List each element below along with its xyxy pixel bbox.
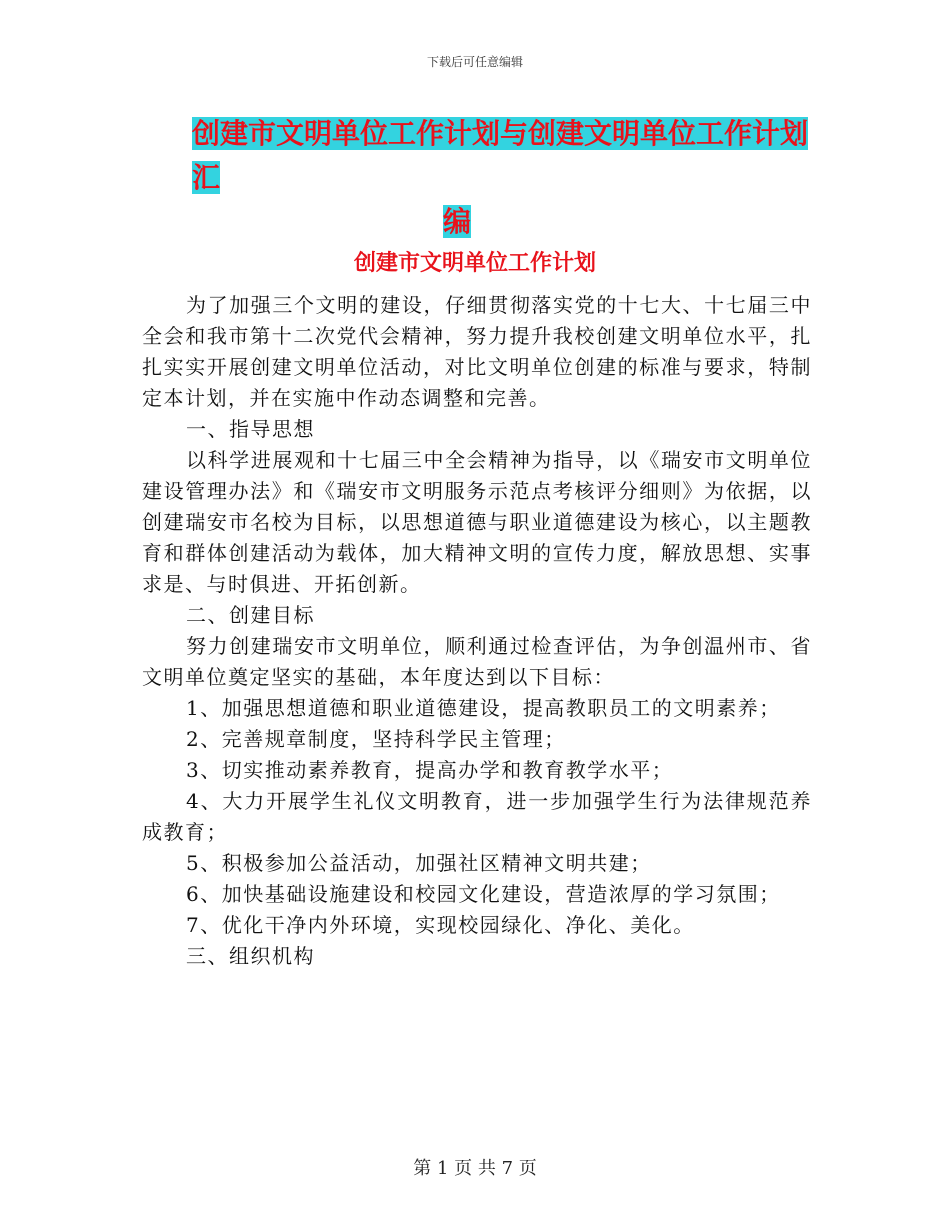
section-title: 创建市文明单位工作计划 bbox=[353, 251, 596, 276]
heading-organization: 三、组织机构 bbox=[186, 944, 315, 968]
goal-item-1: 1、加强思想道德和职业道德建设，提高教职员工的文明素养； bbox=[186, 696, 781, 720]
document-title bbox=[192, 112, 812, 244]
paragraph-intro: 为了加强三个文明的建设，仔细贯彻落实党的十七大、十七届三中全会和我市第十二次党代会精神，努力提升我校创建文明单位水平，扎扎实实开展创建文明单位活动，对比文明单位创建的标准与要求，特制定本计划，并在实施中作动态调整和完善。 bbox=[142, 293, 812, 410]
goal-item-3: 3、切实推动素养教育，提高办学和教育教学水平； bbox=[186, 758, 674, 782]
goal-item-6: 6、加快基础设施建设和校园文化建设，营造浓厚的学习氛围； bbox=[186, 882, 781, 906]
page-number: 第 1 页 共 7 页 bbox=[413, 1158, 537, 1179]
page-header-note: 下载后可任意编辑 bbox=[426, 55, 523, 69]
paragraph-goals-intro: 努力创建瑞安市文明单位，顺利通过检查评估，为争创温州市、省文明单位奠定坚实的基础，本年度达到以下目标： bbox=[142, 634, 812, 689]
paragraph-guiding-thought: 以科学进展观和十七届三中全会精神为指导，以《瑞安市文明单位建设管理办法》和《瑞安市文明服务示范点考核评分细则》为依据，以创建瑞安市名校为目标，以思想道德与职业道德建设为核心，以主题教育和群体创建活动为载体，加大精神文明的宣传力度，解放思想、实事求是、与时俱进、开拓创新。 bbox=[142, 448, 812, 596]
goal-item-4: 4、大力开展学生礼仪文明教育，进一步加强学生行为法律规范养成教育； bbox=[142, 789, 812, 844]
title-line-1: 创建市文明单位工作计划与创建文明单位工作计划汇 bbox=[192, 117, 809, 194]
goal-item-7: 7、优化干净内外环境，实现校园绿化、净化、美化。 bbox=[186, 913, 695, 937]
document-body bbox=[142, 290, 812, 972]
heading-guiding-thought: 一、指导思想 bbox=[186, 417, 315, 441]
title-line-2: 编 bbox=[442, 205, 471, 238]
goal-item-5: 5、积极参加公益活动，加强社区精神文明共建； bbox=[186, 851, 652, 875]
goal-item-2: 2、完善规章制度，坚持科学民主管理； bbox=[186, 727, 566, 751]
heading-goals: 二、创建目标 bbox=[186, 603, 315, 627]
